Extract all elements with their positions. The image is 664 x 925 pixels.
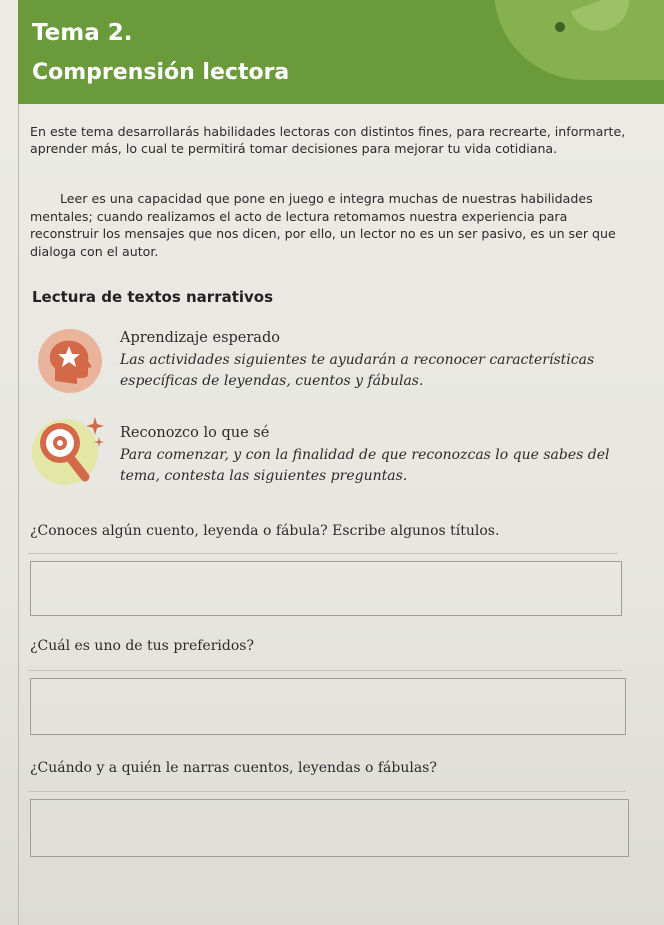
body-paragraph: Leer es una capacidad que pone en juego e integra muchas de nuestras habilidades mentales; cuando realizamos el acto de lectura retomamos nuestra experiencia para reconstruir los mensajes que nos dicen, por ello, un lector no es un ser pasivo, es un ser que dialoga con el autor.: [30, 191, 616, 259]
prior-knowledge-title: Reconozco lo que sé: [120, 425, 270, 441]
divider: [28, 553, 618, 554]
intro-paragraph: En este tema desarrollarás habilidades lectoras con distintos fines, para recrearte, informarte, aprender más, lo cual te permitirá tomar decisiones para mejorar tu vida cotidiana.: [30, 124, 626, 156]
page-margin-line: [18, 0, 19, 925]
question-2: ¿Cuál es uno de tus preferidos?: [30, 638, 254, 654]
page-title: Comprensión lectora: [32, 60, 290, 85]
magnifier-gear-icon: [25, 407, 115, 501]
divider: [28, 670, 622, 671]
dot-icon: [555, 22, 565, 32]
learning-title: Aprendizaje esperado: [120, 330, 280, 346]
question-3: ¿Cuándo y a quién le narras cuentos, leyendas o fábulas?: [30, 760, 437, 776]
answer-box-2[interactable]: [30, 678, 626, 735]
learning-text: Las actividades siguientes te ayudarán a reconocer características específicas de leyendas, cuentos y fábulas.: [120, 352, 595, 389]
divider: [28, 791, 626, 792]
prior-knowledge-text: Para comenzar, y con la finalidad de que reconozcas lo que sabes del tema, contesta las siguientes preguntas.: [120, 447, 610, 484]
topic-number: Tema 2.: [32, 20, 133, 46]
head-star-icon: [35, 326, 105, 400]
answer-box-3[interactable]: [30, 799, 629, 857]
section-title: Lectura de textos narrativos: [32, 288, 274, 306]
question-1: ¿Conoces algún cuento, leyenda o fábula? Escribe algunos títulos.: [30, 523, 500, 539]
answer-box-1[interactable]: [30, 561, 622, 616]
header-banner: [18, 0, 664, 104]
